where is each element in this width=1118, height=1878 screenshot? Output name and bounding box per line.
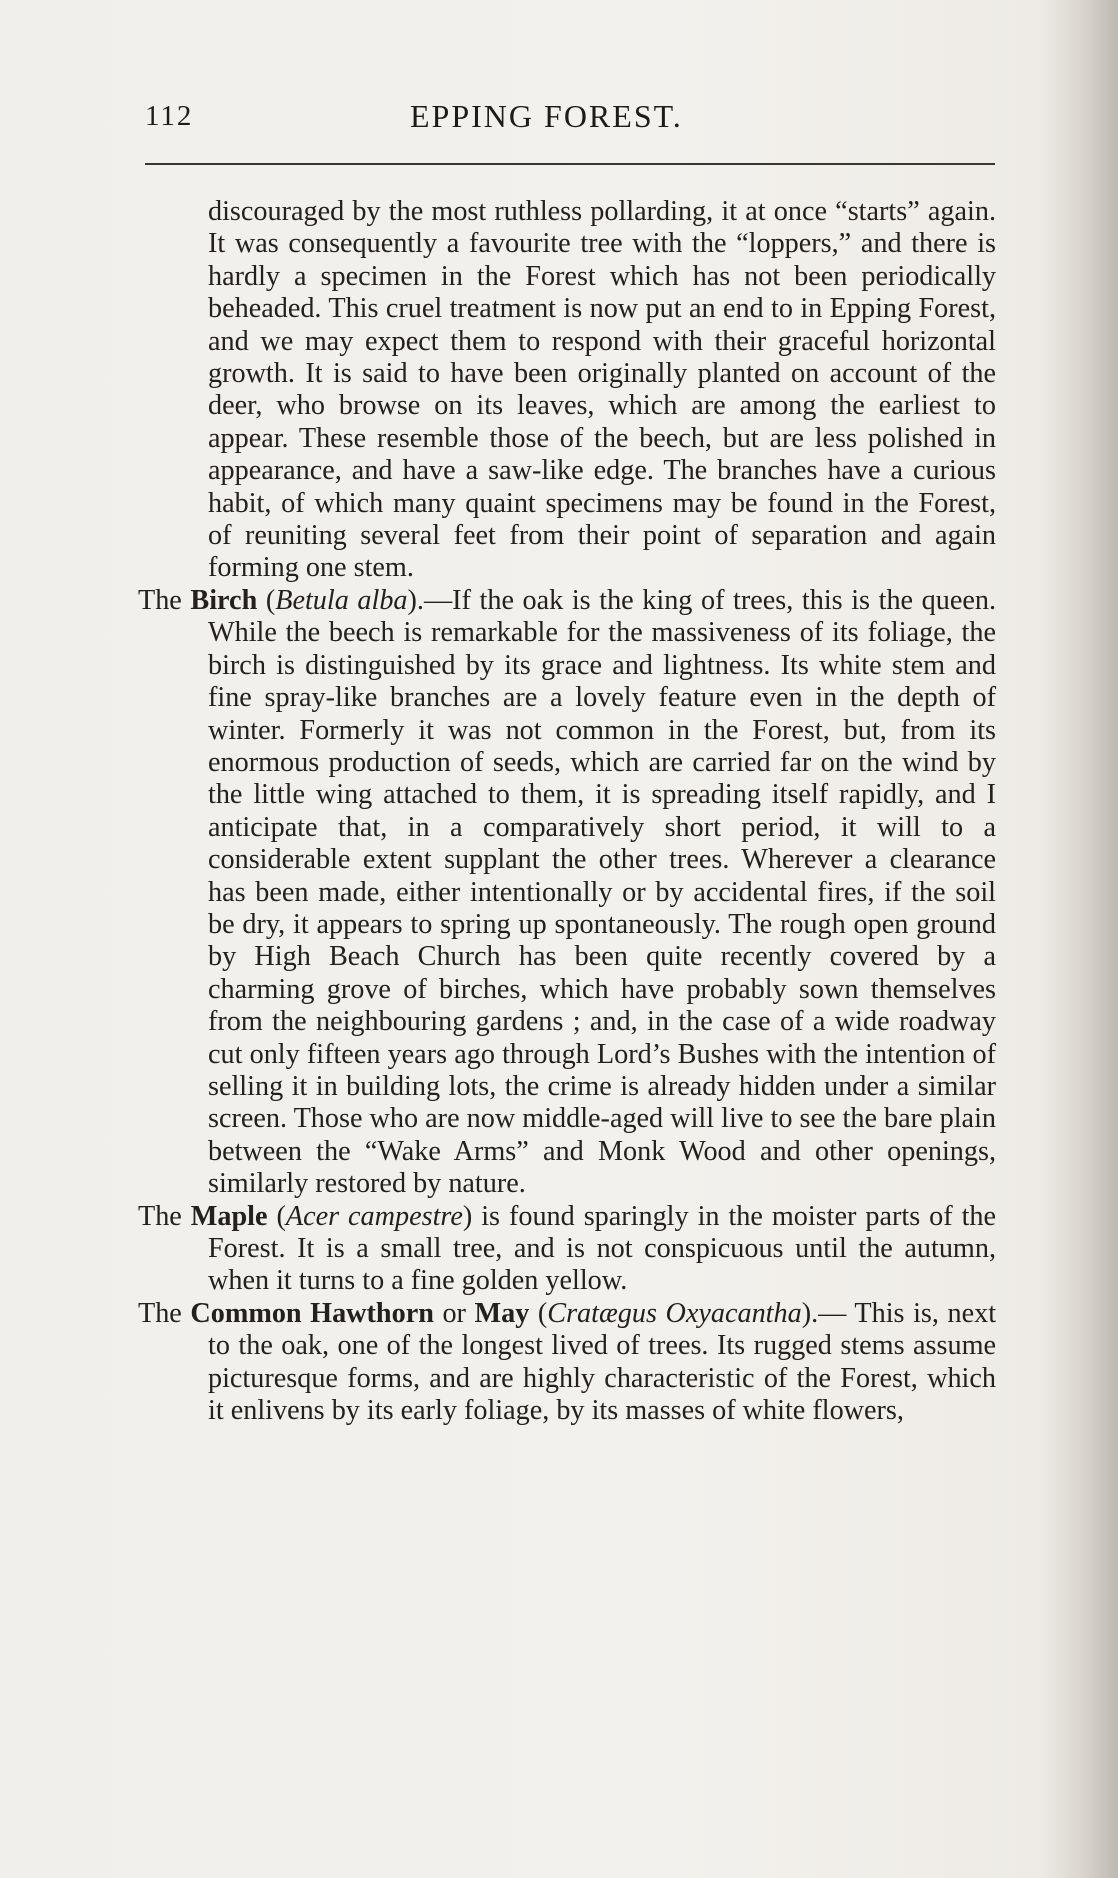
term-birch: Birch (190, 584, 258, 616)
entry-connector: or (433, 1297, 475, 1329)
paragraph-continuation: discouraged by the most ruthless pollarding, it at once “starts” again. It was consequently a favourite tree with the “loppers,” and there is hardly a specimen in the Forest which has not been periodically beheaded. This cruel treatment is now put an end to in Epping Forest, and we may expect them to respond with their graceful horizontal growth. It is said to have been originally planted on account of the deer, who browse on its leaves, which are among the earliest to appear. These resemble those of the beech, but are less polished in appearance, and have a saw-like edge. The branches have a curious habit, of which many quaint specimens may be found in the Forest, of reuniting several feet from their point of separation and again forming one stem. (208, 196, 996, 584)
running-title: EPPING FOREST. (410, 98, 683, 134)
paragraph-hawthorn (138, 1298, 996, 1428)
term-may: May (474, 1297, 530, 1329)
entry-lead: The (138, 1297, 191, 1329)
entry-text-maple: is found sparingly in the moister parts of the Forest. It is a small tree, and is not conspicuous until the autumn, when it turns to a fine golden yellow. (208, 1200, 997, 1297)
latin-name-birch: Betula alba (275, 584, 408, 616)
entry-text-hawthorn: — This is, next to the oak, one of the longest lived of trees. Its rugged stems assume picturesque forms, and are highly characteristic of the Forest, which it enlivens by its early foliage, by its masses of white flowers, (208, 1297, 997, 1427)
term-hawthorn: Common Hawthorn (190, 1297, 434, 1329)
paren-open: ( (257, 584, 276, 616)
page-number: 112 (145, 100, 194, 132)
page-header (145, 100, 995, 140)
entry-lead: The (138, 584, 191, 616)
paren-close: ) (462, 1200, 473, 1232)
paren-open: ( (267, 1200, 286, 1232)
paren-open: ( (529, 1297, 548, 1329)
paragraph-maple (138, 1201, 996, 1298)
paren-close: ). (407, 584, 424, 616)
body-text (138, 196, 996, 1427)
term-maple: Maple (190, 1200, 268, 1232)
entry-text-birch: —If the oak is the king of trees, this is the queen. While the beech is remarkable for the massiveness of its foliage, the birch is distinguished by its grace and lightness. Its white stem and fine spray-like branches are a lovely feature even in the depth of winter. Formerly it was not common in the Forest, but, from its enormous production of seeds, which are carried far on the wind by the little wing attached to them, it is spreading itself rapidly, and I anticipate that, in a comparatively short period, it will to a considerable extent supplant the other trees. Wherever a clearance has been made, either intentionally or by accidental fires, if the soil be dry, it appears to spring up spontaneously. The rough open ground by High Beach Church has been quite recently covered by a charming grove of birches, which have probably sown themselves from the neighbouring gardens ; and, in the case of a wide roadway cut only fifteen years ago through Lord’s Bushes with the intention of selling it in building lots, the crime is already hidden under a similar screen. Those who are now middle-aged will live to see the bare plain between the “Wake Arms” and Monk Wood and other openings, similarly restored by nature. (208, 584, 996, 1200)
latin-name-maple: Acer campestre (285, 1200, 463, 1232)
paragraph-birch (138, 585, 996, 1201)
latin-name-hawthorn: Cratægus Oxyacantha (547, 1297, 802, 1329)
header-rule (145, 163, 995, 165)
entry-lead: The (138, 1200, 191, 1232)
paren-close: ). (801, 1297, 819, 1329)
